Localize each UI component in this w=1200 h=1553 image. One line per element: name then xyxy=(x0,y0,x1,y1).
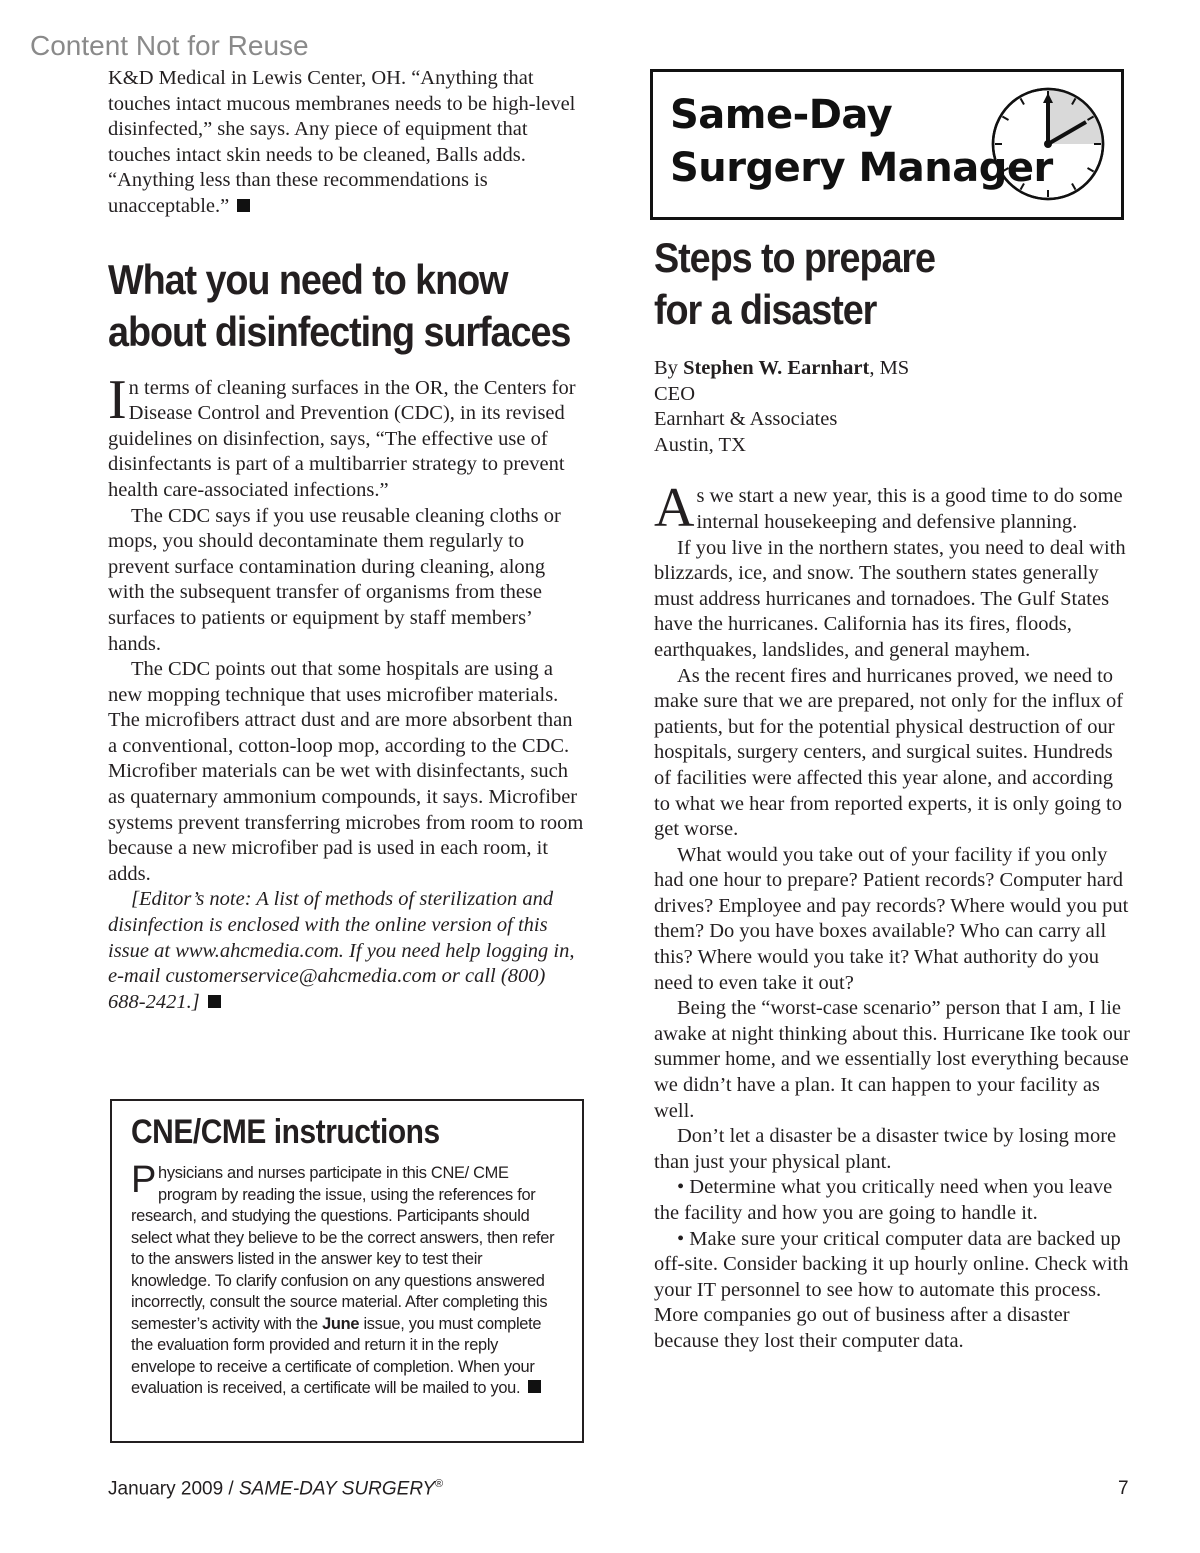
paragraph-intro: As we start a new year, this is a good time to do some internal housekeeping and defensive planning. xyxy=(654,477,1123,540)
paragraph: Being the “worst-case scenario” person that I am, I lie awake at night thinking about this. Hurricane Ike took our summer home, and we essentially lost everything because we didn’t have a plan. It can happen to your facility as well. xyxy=(654,997,1130,1122)
author-org: Earnhart & Associates xyxy=(654,408,838,431)
author-location: Austin, TX xyxy=(654,433,746,456)
paragraph: The CDC points out that some hospitals are using a new mopping technique that uses microfiber materials. The microfibers attract dust and are more absorbent than a conventional, cotton-loop mop, according to the CDC. Microfiber materials can be wet with disinfectants, such as quaternary ammonium compounds, it says. Microfiber systems prevent transferring microbes from room to room because a new microfiber pad is used in each room, it adds. xyxy=(108,658,584,885)
paragraph-intro: In terms of cleaning surfaces in the OR, the Centers for Disease Control and Prevention (CDC), in its revised guidelines on disinfection, says, “The effective use of disinfectants is part of a multibarrier strategy to prevent health care-associated infections.” xyxy=(108,368,576,501)
continued-text: K&D Medical in Lewis Center, OH. “Anything that touches intact mucous membranes needs to be high-level disinfected,” she says. Any piece of equipment that touches intact skin needs to be cleaned, Balls adds. “Anything less than these recommendations is unacceptable.” xyxy=(108,67,576,217)
drop-cap: A xyxy=(654,477,695,540)
headline-disaster: Steps to prepare for a disaster xyxy=(654,234,936,333)
author-name: Stephen W. Earnhart xyxy=(683,357,870,379)
end-mark-icon xyxy=(208,995,221,1008)
logo-line-2: Surgery Manager xyxy=(670,145,1053,191)
paragraph: The CDC says if you use reusable cleaning cloths or mops, you should decontaminate them regularly to prevent surface contamination during cleaning, along with the subsequent transfer of organisms from these surfaces to patients or equipment by staff members’ hands. xyxy=(108,504,561,655)
bullet-item: • Make sure your critical computer data are backed up off-site. Consider backing it up hourly online. Check with your IT personnel to see how to automate this process. More companies go out of business after a disaster because they lost their computer data. xyxy=(654,1227,1129,1352)
left-column xyxy=(108,66,586,1015)
paragraph: What would you take out of your facility if you only had one hour to prepare? Patient records? Computer hard drives? Employee and pay records? Where would you put them? Do you have boxes available? Who can carry all this? Where would you take it? What authority do you need to even take it out? xyxy=(654,843,1129,994)
logo-line-1: Same-Day xyxy=(670,92,893,138)
byline: By Stephen W. Earnhart, MS CEO Earnhart & Associates Austin, TX xyxy=(654,356,1132,458)
author-title: CEO xyxy=(654,382,695,405)
paragraph: If you live in the northern states, you need to deal with blizzards, ice, and snow. The southern states generally must address hurricanes and tornadoes. The Gulf States have the hurricanes. California has its fires, floods, earthquakes, landslides, and general mayhem. xyxy=(654,536,1126,661)
paragraph: As the recent fires and hurricanes proved, we need to make sure that we are prepared, not only for the influx of patients, but for the potential physical destruction of our hospitals, surgery centers, and surgical suites. Hundreds of facilities were affected this year alone, and according to what we hear from reported experts, it is only going to get worse. xyxy=(654,664,1124,841)
page-number: 7 xyxy=(1118,1478,1129,1499)
cne-cme-box xyxy=(110,1099,584,1443)
headline-disinfecting: What you need to know about disinfecting surfaces xyxy=(108,255,571,355)
cne-cme-title: CNE/CME instructions xyxy=(131,1113,440,1151)
paragraph: Don’t let a disaster be a disaster twice by losing more than just your physical plant. xyxy=(654,1125,1117,1173)
cne-cme-body: Physicians and nurses participate in this CNE/ CME program by reading the issue, using the references for research, and studying the questions. Participants should select what they believe to be the correct answers, then refer to the answers listed in the answer key to test their knowledge. To clarify confusion on any questions answered incorrectly, consult the source material. After completing this semester’s activity with the June issue, you must complete the evaluation form provided and return it in the reply envelope to receive a certificate of completion. When your evaluation is received, a certificate will be mailed to you. xyxy=(131,1159,555,1397)
same-day-surgery-manager-logo xyxy=(650,69,1124,220)
end-mark-icon xyxy=(237,199,250,212)
end-mark-icon xyxy=(528,1380,541,1393)
editor-note: [Editor’s note: A list of methods of sterilization and disinfection is enclosed with the online version of this issue at www.ahcmedia.com. If you need help logging in, e-mail customerservice@ahcmedia.com or call (800) 688-2421.] xyxy=(108,888,575,1013)
watermark: Content Not for Reuse xyxy=(30,30,309,61)
right-column xyxy=(654,226,1132,1355)
drop-cap: I xyxy=(108,368,127,431)
bullet-item: • Determine what you critically need when you leave the facility and how you are going to handle it. xyxy=(654,1176,1113,1224)
footer-issue: January 2009 / SAME-DAY SURGERY® xyxy=(108,1478,444,1500)
drop-cap: P xyxy=(131,1159,157,1201)
